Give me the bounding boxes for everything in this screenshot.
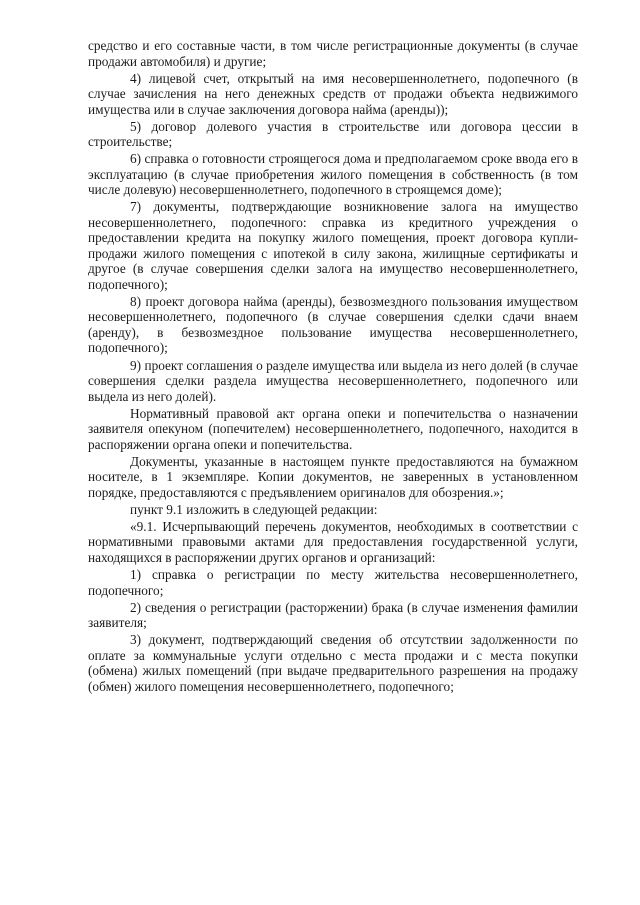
list-item-3: 3) документ, подтверждающий сведения об отсутствии задолженности по оплате за коммунальные услуги отдельно с места продажи и с места покупки (обмена) жилых помещений (при выдаче предварительного разрешения на продажу (обмен) жилого помещения несовершеннолетнего, подопечного; bbox=[88, 632, 578, 694]
paragraph-clause-9-1: «9.1. Исчерпывающий перечень документов, необходимых в соответствии с нормативными правовыми актами для предоставления государственной услуги, находящихся в распоряжении других органов и организаций: bbox=[88, 518, 578, 565]
paragraph-normative-act: Нормативный правовой акт органа опеки и попечительства о назначении заявителя опекуном (попечителем) несовершеннолетнего, подопечного, находится в распоряжении органа опеки и попечительства. bbox=[88, 405, 578, 452]
list-item-1: 1) справка о регистрации по месту жительства несовершеннолетнего, подопечного; bbox=[88, 567, 578, 598]
paragraph-documents-copies: Документы, указанные в настоящем пункте предоставляются на бумажном носителе, в 1 экземпляре. Копии документов, не заверенных в установленном порядке, предоставляются с предъявлением оригиналов для обозрения.»; bbox=[88, 453, 578, 500]
paragraph-clause-9-1-intro: пункт 9.1 изложить в следующей редакции: bbox=[130, 501, 378, 517]
list-item-6: 6) справка о готовности строящегося дома и предполагаемом сроке ввода его в эксплуатацию (в случае приобретения жилого помещения в собственность (в том числе долевую) несовершеннолетнего, подопечного в строящемся доме); bbox=[88, 151, 578, 198]
list-item-4: 4) лицевой счет, открытый на имя несовершеннолетнего, подопечного (в случае зачисления на него денежных средств от продажи объекта недвижимого имущества или в случае заключения договора найма (аренды)); bbox=[88, 70, 578, 117]
paragraph-continuation: средство и его составные части, в том числе регистрационные документы (в случае продажи автомобиля) и другие; bbox=[88, 38, 578, 69]
list-item-9: 9) проект соглашения о разделе имущества или выдела из него долей (в случае совершения сделки раздела имущества несовершеннолетнего, подопечного или выдела из него долей). bbox=[88, 357, 578, 404]
list-item-5: 5) договор долевого участия в строительстве или договора цессии в строительстве; bbox=[88, 118, 578, 150]
list-item-7: 7) документы, подтверждающие возникновение залога на имущество несовершеннолетнего, подопечного: справка из кредитного учреждения о предоставлении кредита на покупку жилого помещения, проект договора купли-продажи жилого помещения с ипотекой в силу закона, жилищные сертификаты и другое (в случае совершения сделки залога на имущество несовершеннолетнего, подопечного); bbox=[88, 199, 578, 292]
list-item-8: 8) проект договора найма (аренды), безвозмездного пользования имуществом несовершеннолетнего, подопечного (в случае совершения сделки сдачи внаем (аренду), в безвозмездное пользование имущества несовершеннолетнего, подопечного); bbox=[88, 293, 578, 356]
document-body bbox=[88, 38, 578, 696]
list-item-2: 2) сведения о регистрации (расторжении) брака (в случае изменения фамилии заявителя; bbox=[88, 599, 578, 631]
